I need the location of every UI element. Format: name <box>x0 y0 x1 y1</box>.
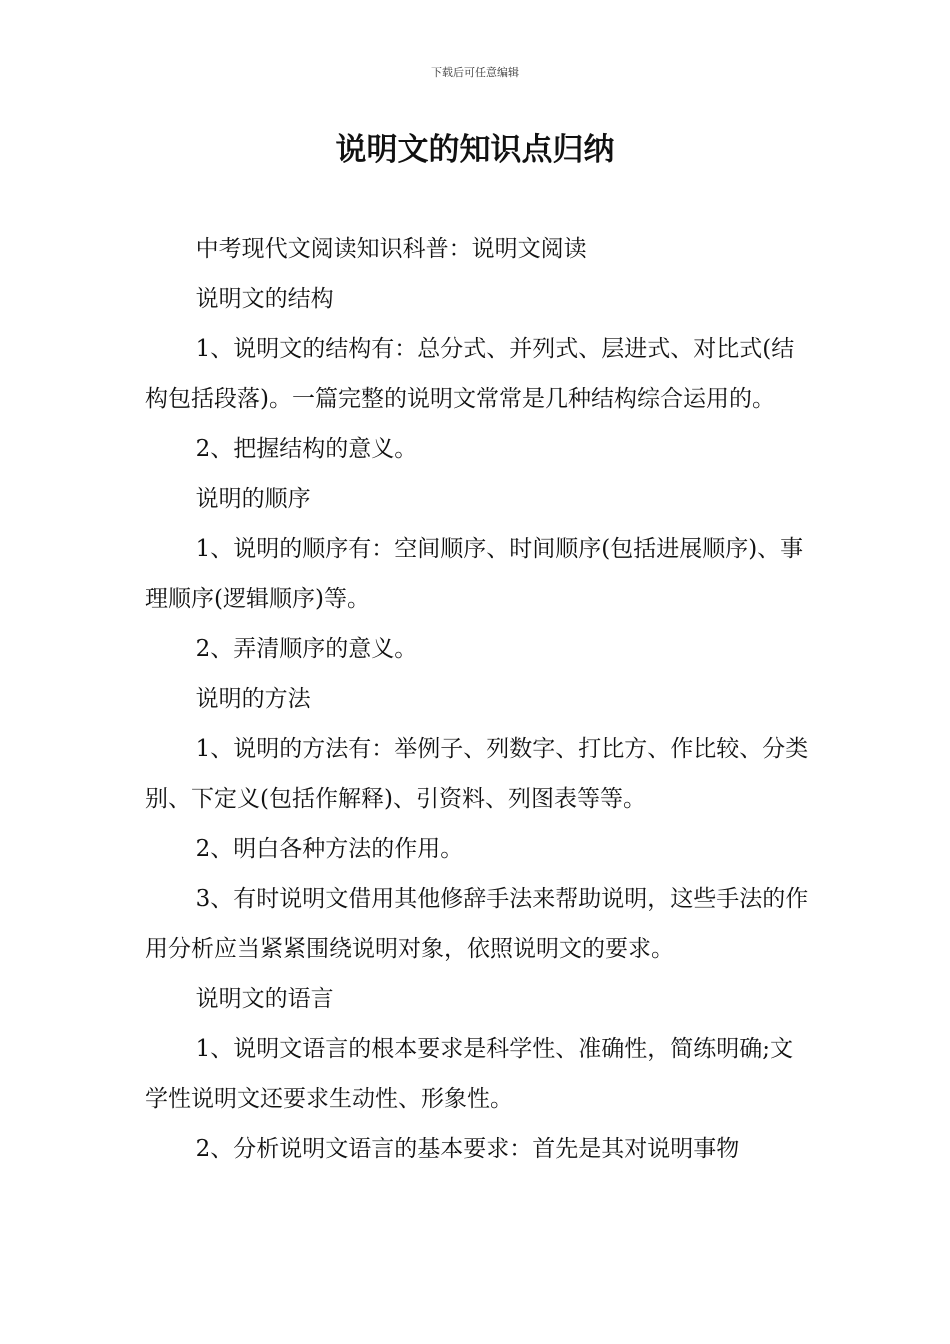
methods-item-1: 1、说明的方法有：举例子、列数字、打比方、作比较、分类别、下定义(包括作解释)、引资料、列图表等等。 <box>145 736 809 812</box>
structure-item-2: 2、把握结构的意义。 <box>195 436 418 462</box>
document-title: 说明文的知识点归纳 <box>335 132 615 168</box>
intro-paragraph: 中考现代文阅读知识科普：说明文阅读 <box>195 236 587 262</box>
section-heading-structure: 说明文的结构 <box>195 286 334 312</box>
document-body <box>145 224 810 1174</box>
structure-item-1: 1、说明文的结构有：总分式、并列式、层进式、对比式(结构包括段落)。一篇完整的说明文常常是几种结构综合运用的。 <box>145 336 795 412</box>
order-item-2: 2、弄清顺序的意义。 <box>195 636 418 662</box>
section-heading-order: 说明的顺序 <box>195 486 311 512</box>
section-heading-language: 说明文的语言 <box>195 986 334 1012</box>
order-item-1: 1、说明的顺序有：空间顺序、时间顺序(包括进展顺序)、事理顺序(逻辑顺序)等。 <box>145 536 804 612</box>
methods-item-2: 2、明白各种方法的作用。 <box>195 836 464 862</box>
methods-item-3: 3、有时说明文借用其他修辞手法来帮助说明，这些手法的作用分析应当紧紧围绕说明对象，依照说明文的要求。 <box>145 886 809 962</box>
header-note: 下载后可任意编辑 <box>431 66 519 79</box>
language-item-2: 2、分析说明文语言的基本要求：首先是其对说明事物 <box>195 1136 740 1162</box>
language-item-1: 1、说明文语言的根本要求是科学性、准确性，简练明确;文学性说明文还要求生动性、形象性。 <box>145 1036 793 1112</box>
section-heading-methods: 说明的方法 <box>195 686 311 712</box>
